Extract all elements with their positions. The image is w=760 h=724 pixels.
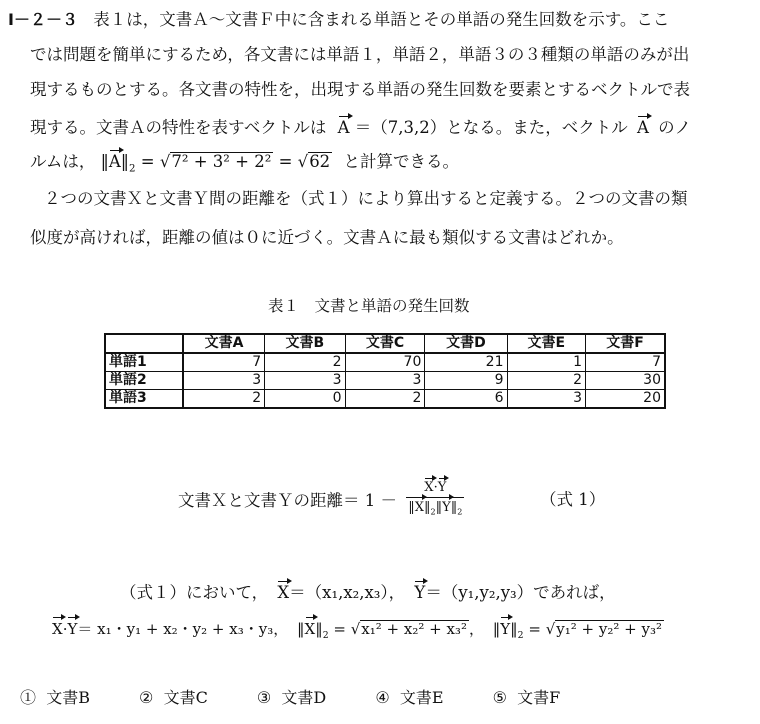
vector-a-ref: A [637,118,649,137]
table-cell: 2 [183,390,265,409]
sqrt-expression: 7² + 3² + 2² [171,152,272,171]
table-row [105,390,665,409]
table-cell: 1 [507,353,586,372]
table-cell: 7 [183,353,265,372]
column-header: 文書B [265,334,345,353]
table-cell: 3 [265,372,345,390]
question-line-2: では問題を簡単にするため，各文書には単語１，単語２，単語３の３種類の単語のみが出 [30,45,690,64]
norm-a: $‖A‖_2$ [100,152,136,175]
table-cell: 0 [265,390,345,409]
formula-fraction [406,480,464,522]
choice-1[interactable]: ① 文書B [20,688,90,707]
table-cell: 2 [265,353,345,372]
sqrt-result: 62 [309,152,331,171]
column-header: 文書F [586,334,665,353]
choice-3[interactable]: ③ 文書D [256,688,327,707]
table-corner-cell [105,334,183,353]
choice-5[interactable]: ⑤ 文書F [492,688,561,707]
row-header: 単語1 [105,353,183,372]
choice-2[interactable]: ② 文書C [139,688,208,707]
column-header: 文書D [425,334,507,353]
table-cell: 70 [345,353,425,372]
table-cell: 9 [425,372,507,390]
choice-4[interactable]: ④ 文書E [375,688,444,707]
column-header: 文書C [345,334,425,353]
answer-choices [20,688,560,708]
word-frequency-table [104,333,666,409]
table-header-row [105,334,665,353]
table-cell: 2 [345,390,425,409]
column-header: 文書E [507,334,586,353]
question-line-7: 似度が高ければ，距離の値は０に近づく。文書Ａに最も類似する文書はどれか。 [30,228,624,247]
vector-a: A [337,118,350,137]
table-row [105,372,665,390]
table-cell: 3 [345,372,425,390]
formula-tag: （式 1） [540,490,606,509]
table-cell: 7 [586,353,665,372]
fraction-numerator: X·Y [406,480,464,498]
table-cell: 6 [425,390,507,409]
table-cell: 3 [507,390,586,409]
question-line-3: 現するものとする。各文書の特性を，出現する単語の発生回数を要素とするベクトルで表 [30,80,690,99]
table-cell: 2 [507,372,586,390]
column-header: 文書A [183,334,265,353]
row-header: 単語3 [105,390,183,409]
question-line-5: ルムは， $‖A‖_2 = √7^2 + 3^2 + 2^2 = √62$ と計算できる。 [30,152,459,175]
norm-y-sqrt: y₁² + y₂² + y₃² [556,620,662,638]
dot-product-line: X·Y＝ x₁・y₁ + x₂・y₂ + x₃・y₃， $‖X‖_2 = √x_1^2 + x_2^2 + x_3^2$ ， $‖Y‖_2 = √y_1^2 + y_2^2 + y_3^2$ [52,620,662,641]
table-cell: 20 [586,390,665,409]
table-cell: 30 [586,372,665,390]
norm-x-sqrt: x₁² + x₂² + x₃² [361,620,467,638]
table-row [105,353,665,372]
row-header: 単語2 [105,372,183,390]
question-line-6: ２つの文書Ｘと文書Ｙ間の距離を（式１）により算出すると定義する。２つの文書の類 [44,189,688,208]
table-caption: 表１ 文書と単語の発生回数 [268,297,470,315]
table-cell: 3 [183,372,265,390]
distance-formula: 文書Ｘと文書Ｙの距離＝ 1 － $\frac{X\cdot Y}{‖X‖_2‖Y‖_2}$ [178,480,468,522]
table-cell: 21 [425,353,507,372]
fraction-denominator: $‖X‖_2‖Y‖_2$ [408,500,463,517]
question-line-4: 現する。文書Ａの特性を表すベクトルは A ＝（7,3,2）となる。また，ベクトル A のノ [30,118,692,137]
question-number: Ⅰ－２－３ [8,10,78,29]
question-line-1: Ⅰ－２－３ 表１は，文書Ａ～文書Ｆ中に含まれる単語とその単語の発生回数を示す。ここ [8,10,670,29]
definition-line: （式１）において， X＝（x₁,x₂,x₃）， Y＝（y₁,y₂,y₃）であれば， [120,583,616,602]
